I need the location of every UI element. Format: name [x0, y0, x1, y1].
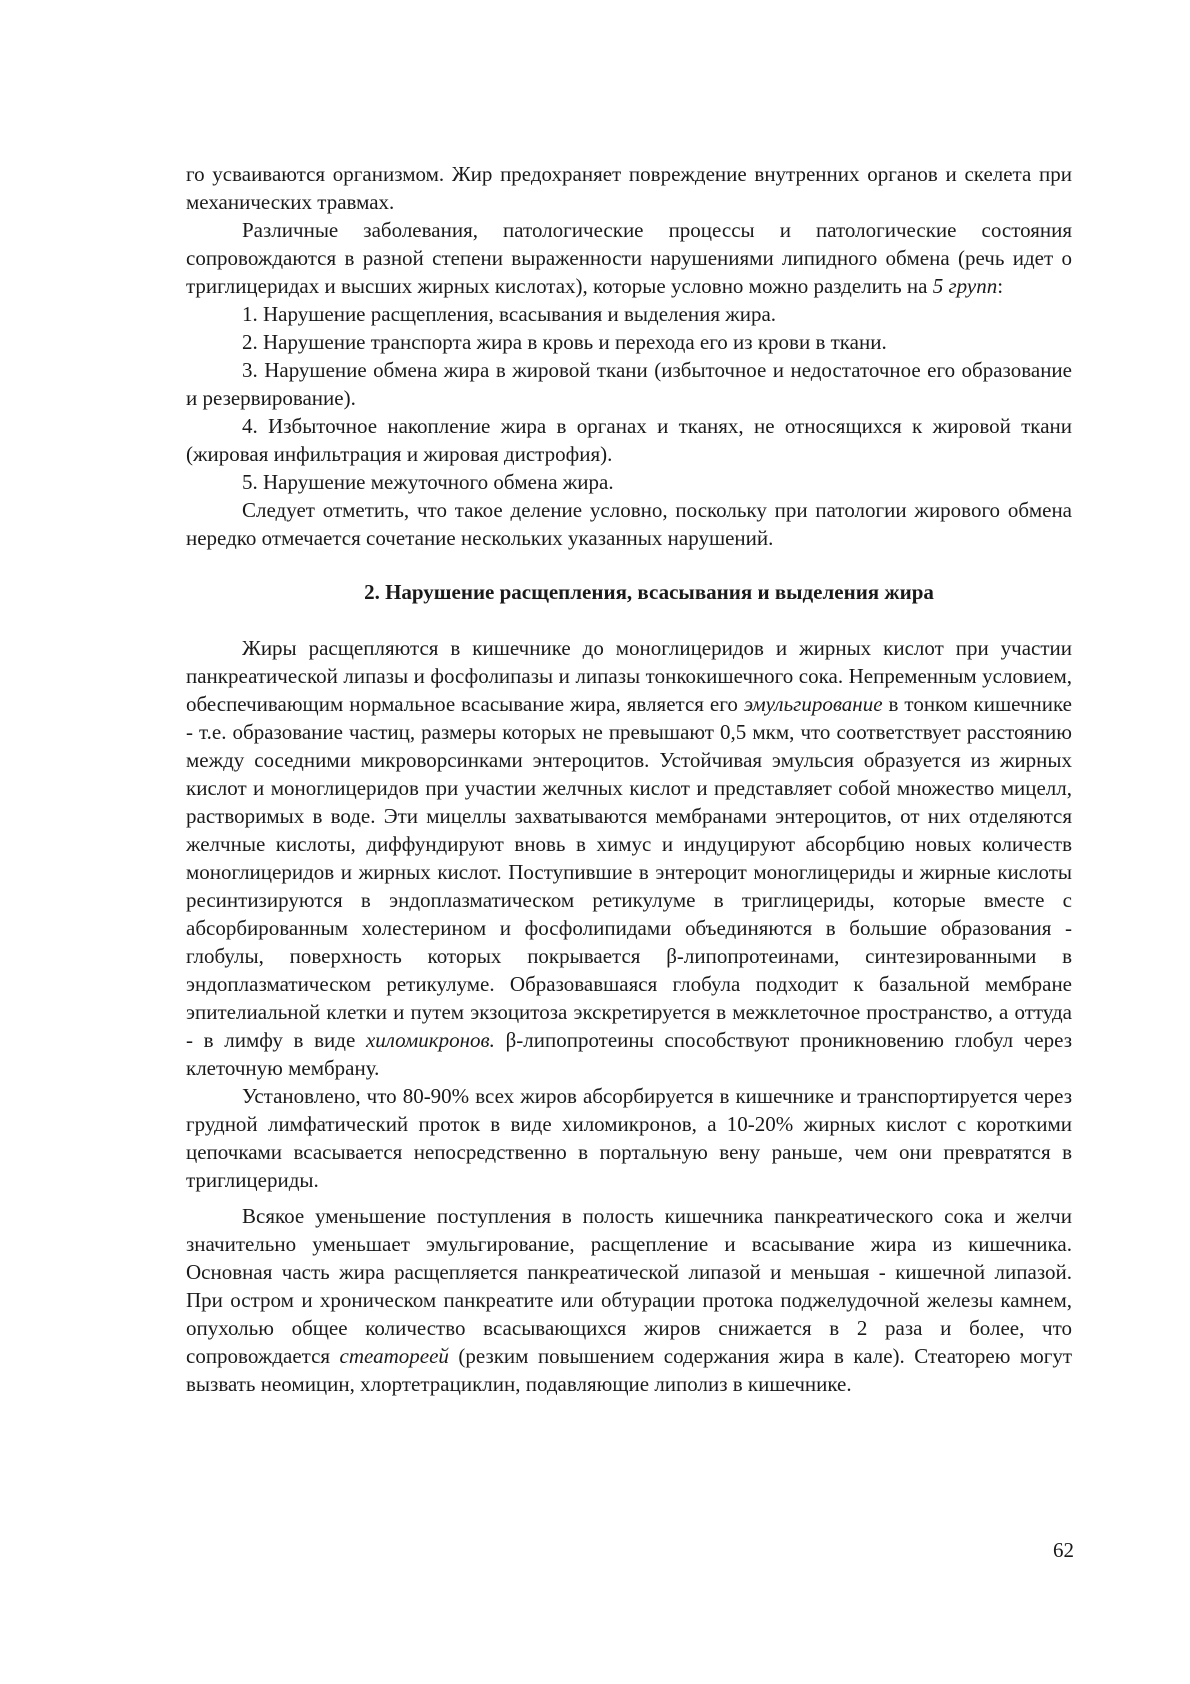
intro-italic-text: 5 групп: [932, 274, 998, 298]
paragraph-intro: [186, 216, 1072, 300]
paragraph-note: Следует отметить, что такое деление условно, поскольку при патологии жирового обмена нередко отмечается сочетание нескольких указанных нарушений.: [186, 498, 1072, 550]
section-heading: 2. Нарушение расщепления, всасывания и выделения жира: [364, 580, 934, 604]
list-item: 1. Нарушение расщепления, всасывания и выделения жира.: [242, 302, 777, 326]
page-number: 62: [1053, 1538, 1074, 1562]
list-item: 5. Нарушение межуточного обмена жира.: [242, 470, 614, 494]
paragraph-absorption: [186, 634, 1072, 1082]
page-body: [186, 160, 1072, 1398]
paragraph-continuation: го усваиваются организмом. Жир предохраняет повреждение внутренних органов и скелета при механических травмах.: [186, 162, 1072, 214]
term-steatorrhea: стеатореей: [339, 1344, 449, 1368]
list-item: 2. Нарушение транспорта жира в кровь и перехода его из крови в ткани.: [242, 330, 887, 354]
paragraph-text: Всякое уменьшение поступления в полость кишечника панкреатического сока и желчи значительно уменьшает эмульгирование, расщепление и всасывание жира из кишечника. Основная часть жира расщепляется панкреатической липазой и меньшая - кишечной липазой. При остром и хроническом панкреатите или обтурации протока поджелудочной железы камнем, опухолью общее количество всасывающихся жиров снижается в 2 раза и более, что сопровождается: [186, 1204, 1072, 1368]
list-item: 4. Избыточное накопление жира в органах и тканях, не относящихся к жировой ткани (жировая инфильтрация и жировая дистрофия).: [186, 414, 1072, 466]
paragraph-text: (резким повышением содержания жира в кале). Стеаторею могут вызвать неомицин, хлортетрациклин, подавляющие липолиз в кишечнике.: [186, 1344, 1073, 1396]
term-emulsification: эмульгирование: [743, 692, 883, 716]
paragraph-steatorrhea: [186, 1202, 1072, 1398]
intro-text-end: :: [997, 274, 1004, 298]
intro-text: Различные заболевания, патологические процессы и патологические состояния сопровождаются в разной степени выраженности нарушениями липидного обмена (речь идет о триглицеридах и высших жирных кислотах), которые условно можно разделить на: [186, 218, 1072, 298]
paragraph-text: в тонком кишечнике - т.е. образование частиц, размеры которых не превышают 0,5 мкм, что соответствует расстоянию между соседними микроворсинками энтероцитов. Устойчивая эмульсия образуется из жирных кислот и моноглицеридов при участии желчных кислот и представляет собой множество мицелл, растворимых в воде. Эти мицеллы захватываются мембранами энтероцитов, от них отделяются желчные кислоты, диффундируют вновь в химус и индуцируют абсорбцию новых количеств моноглицеридов и жирных кислот. Поступившие в энтероцит моноглицериды и жирные кислоты ресинтизируются в эндоплазматическом ретикулуме в триглицериды, которые вместе с абсорбированным холестерином и фосфолипидами объединяются в большие образования - глобулы, поверхность которых покрывается β-липопротеинами, синтезированными в эндоплазматическом ретикулуме. Образовавшаяся глобула подходит к базальной мембране эпителиальной клетки и путем экзоцитоза экскретируется в межклеточное пространство, а оттуда - в лимфу в виде: [186, 692, 1073, 1052]
paragraph-transport: Установлено, что 80-90% всех жиров абсорбируется в кишечнике и транспортируется через грудной лимфатический проток в виде хиломикронов, а 10-20% жирных кислот с короткими цепочками всасывается непосредственно в портальную вену раньше, чем они превратятся в триглицериды.: [186, 1084, 1072, 1192]
paragraph-text: β-липопротеины способствуют проникновению глобул через клеточную мембрану.: [186, 1028, 1072, 1080]
term-chylomicrons: хиломикронов.: [365, 1028, 495, 1052]
paragraph-text: Жиры расщепляются в кишечнике до моноглицеридов и жирных кислот при участии панкреатической липазы и фосфолипазы и липазы тонкокишечного сока. Непременным условием, обеспечивающим нормальное всасывание жира, является его: [186, 636, 1072, 716]
list-item: 3. Нарушение обмена жира в жировой ткани (избыточное и недостаточное его образование и резервирование).: [186, 358, 1072, 410]
